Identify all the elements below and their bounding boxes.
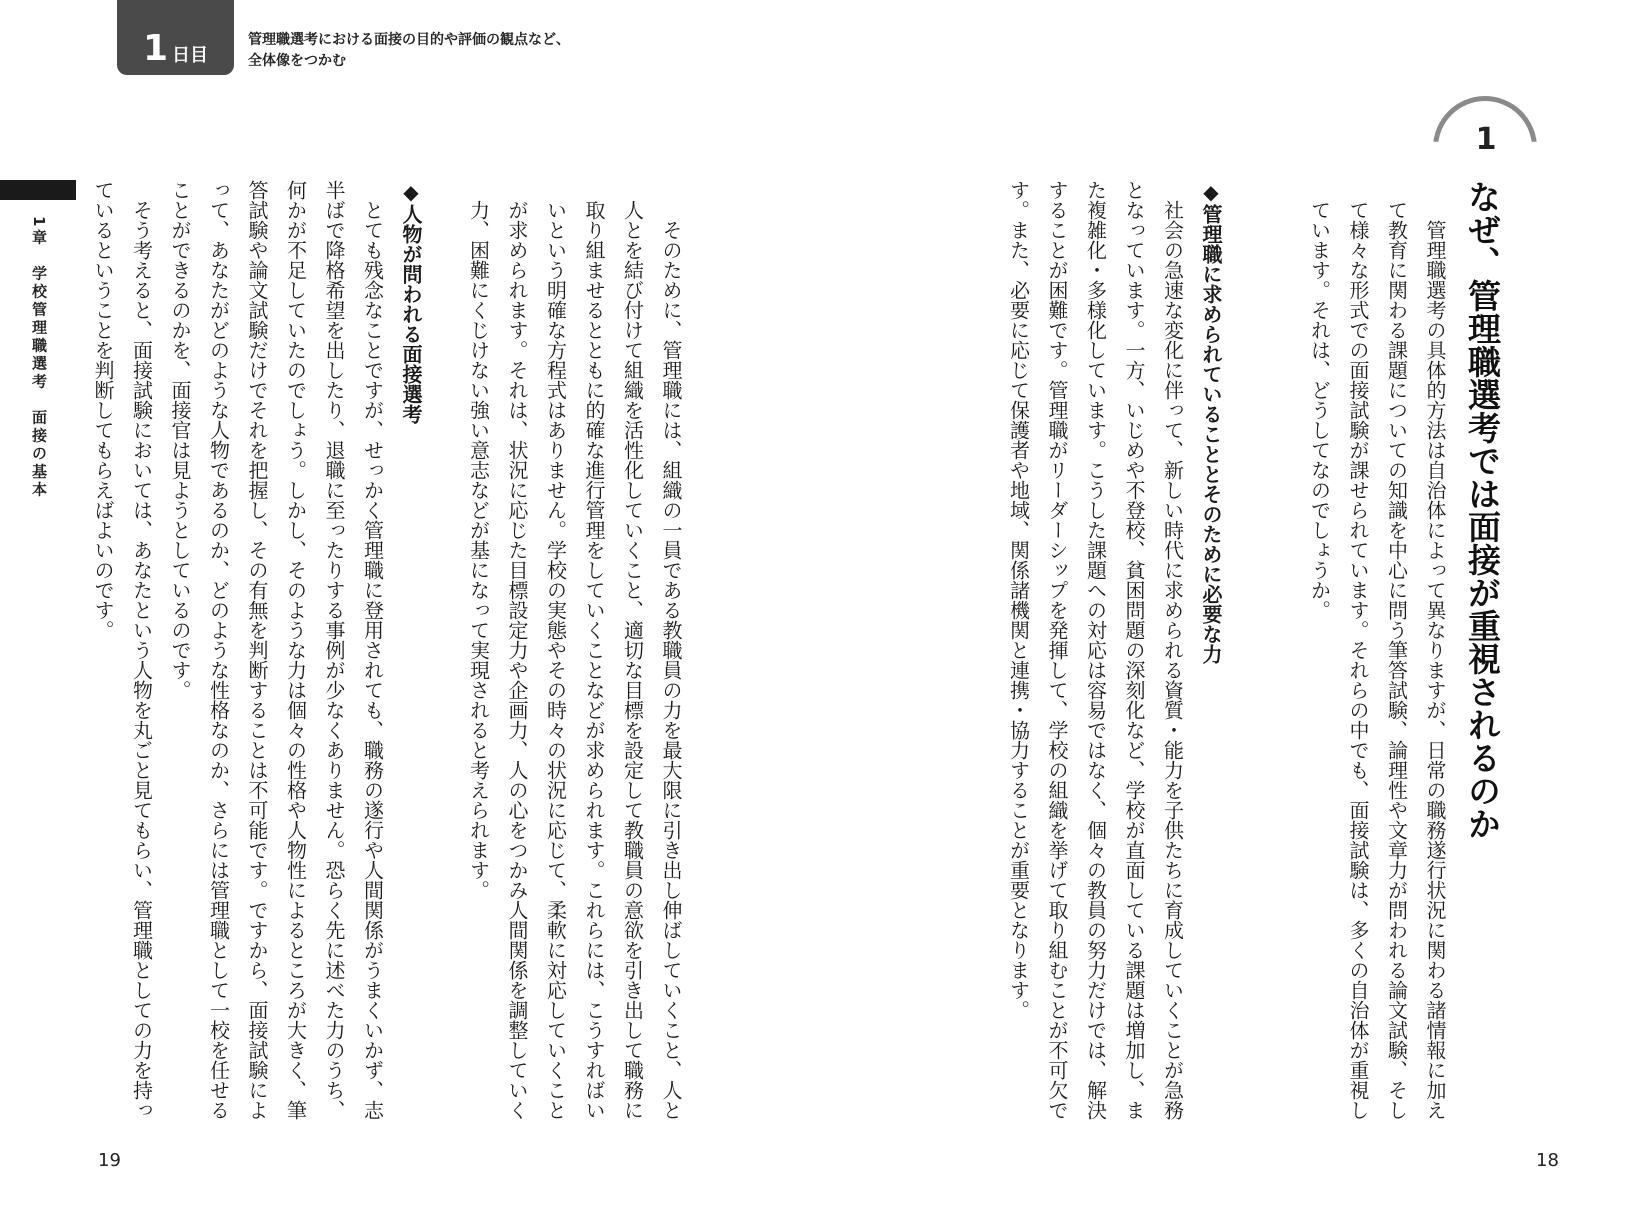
paragraph-required-abilities: そのために、管理職には、組織の一員である教職員の力を最大限に引き出し伸ばしていくこと、人と人とを結び付けて組織を活性化していくこと、適切な目標を設定して教職員の意欲を引き出して職務に取り組ませるとともに的確な進行管理をしていくことなどが求められます。これらには、こうすればいいという明確な方程式はありません。学校の実態やその時々の状況に応じて、柔軟に対応していくことが求められます。それは、状況に応じた目標設定力や企画力、人の心をつかみ人間関係を調整していく力、困難にくじけない強い意志などが基になって実現されると考えられます。 [466,200,683,1120]
subheading-leader-requirements: ◆管理職に求められていることとそのために必要な力 [1199,180,1223,664]
subheading-personality-interview: ◆人物が問われる面接選考 [399,180,423,424]
paragraph-demotion-cases: とても残念なことですが、せっかく管理職に登用されても、職務の遂行や人間関係がうまくいかず、志半ばで降格希望を出したり、退職に至ったりする事例が少なくありません。恐らく先に述べた力のうち、何かが不足していたのでしょう。しかし、そのような力は個々の性格や人物性によるところが大きく、筆答試験や論文試験だけでそれを把握し、その有無を判断することは不可能です。ですから、面接試験によって、あなたがどのような人物であるのか、どのような性格なのか、さらには管理職として一校を任せることができるのかを、面接官は見ようとしているのです。 [168,180,385,1120]
section-number: 1 [1475,122,1497,157]
section-title: なぜ、管理職選考では面接が重視されるのか [1463,180,1502,840]
paragraph-conclusion: そう考えると、面接試験においては、あなたという人物を丸ごと見てもらい、管理職としての力を持っているということを判断してもらえばよいのです。 [91,180,154,1120]
chapter-label: 1章 学校管理職選考 面接の基本 [30,216,48,500]
left-page-upper [466,200,690,1120]
left-page-lower [91,180,430,1120]
day-description-line2: 全体像をつかむ [248,53,346,69]
day-number: 1 [142,28,169,69]
day-unit: 日目 [172,45,209,66]
body-paragraph-leader-requirements: 社会の急速な変化に伴って、新しい時代に求められる資質・能力を子供たちに育成していくことが急務となっています。一方、いじめや不登校、貧困問題の深刻化など、学校が直面している課題は増加し、また複雑化・多様化しています。こうした課題への対応は容易ではなく、個々の教員の努力だけでは、解決することが困難です。管理職がリーダーシップを発揮して、学校の組織を挙げて取り組むことが不可欠です。また、必要に応じて保護者や地域、関係諸機関と連携・協力することが重要となります。 [1006,180,1185,1120]
intro-paragraph: 管理職選考の具体的方法は自治体によって異なりますが、日常の職務遂行状況に関わる諸情報に加えて教育に関わる課題についての知識を中心に問う筆答試験、論理性や文章力が問われる論文試験、そして様々な形式での面接試験が課せられています。それらの中でも、面接試験は、多くの自治体が重視しています。それは、どうしてなのでしょうか。 [1307,200,1447,1120]
page-number-right: 18 [1536,1150,1559,1171]
chapter-tab-marker [0,180,76,200]
day-description-line1: 管理職選考における面接の目的や評価の観点など、 [248,32,570,48]
day-description [248,30,608,72]
day-badge [117,0,234,75]
right-page-intro [1264,200,1454,1120]
right-page-section [970,180,1230,1120]
page-number-left: 19 [98,1150,121,1171]
